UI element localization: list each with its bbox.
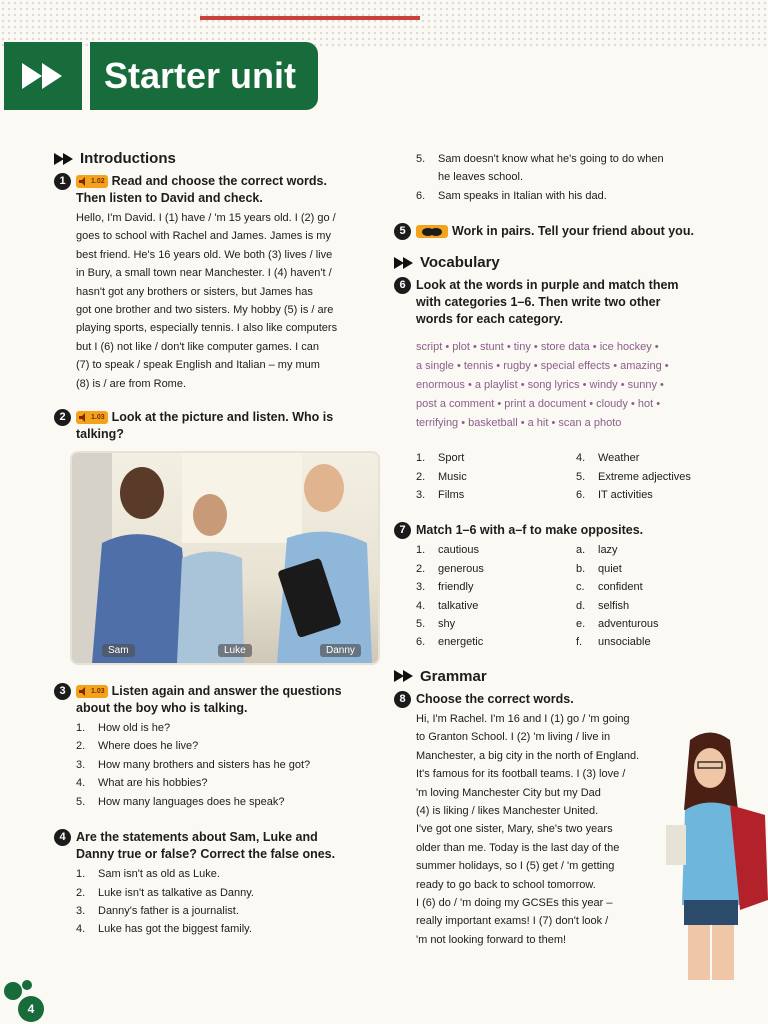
list-item: 3. Danny's father is a journalist.: [76, 904, 239, 917]
girl-illustration: [660, 730, 768, 980]
exercise-4-statements-continued: [416, 150, 724, 205]
exercise-number: 6: [394, 277, 411, 294]
list-item: 3. Films: [416, 489, 465, 502]
list-item: 4. What are his hobbies?: [76, 777, 208, 790]
exercise-8-instruction: 8 Choose the correct words.: [394, 691, 724, 708]
page-decoration: [4, 982, 22, 1000]
exercise-1-instruction: 1 1.02 Read and choose the correct words. Then listen to David and check.: [54, 173, 379, 207]
exercise-4-statements: [76, 865, 379, 939]
list-item: he leaves school.: [438, 171, 523, 184]
list-item: 2. Music: [416, 470, 467, 483]
opposites-matching: [416, 541, 724, 651]
section-arrow-icon: [394, 257, 414, 269]
list-item: 5. Sam doesn't know what he's going to do when: [416, 153, 664, 165]
unit-title: Starter unit: [90, 42, 318, 110]
list-item: c. confident: [576, 581, 643, 594]
section-title: Vocabulary: [420, 254, 500, 272]
exercise-4-instruction: 4 Are the statements about Sam, Luke and Danny true or false? Correct the false ones.: [54, 829, 379, 863]
top-accent-line: [200, 16, 420, 20]
exercise-5-instruction: 5 Work in pairs. Tell your friend about you.: [394, 223, 724, 240]
list-item: 4. Weather: [576, 452, 640, 465]
section-arrow-icon: [54, 153, 74, 165]
list-item: 1. How old is he?: [76, 722, 171, 735]
section-introductions: [54, 150, 379, 167]
students-illustration: [72, 453, 378, 663]
list-item: e. adventurous: [576, 618, 659, 631]
exercise-number: 1: [54, 173, 71, 190]
header-dot-pattern: [0, 0, 768, 48]
list-item: 1. cautious: [416, 544, 479, 557]
list-item: 4. talkative: [416, 599, 479, 612]
exercise-2-instruction: 2 1.03 Look at the picture and listen. Who is talking?: [54, 409, 379, 443]
list-item: 6. Sam speaks in Italian with his dad.: [416, 189, 607, 202]
exercise-1-text: Hello, I'm David. I (1) have / 'm 15 years old. I (2) go / goes to school with Rachel and James. James is my best friend. He's 16 years old. We both (3) lives / live in Bury, a small town near Manchester. I (4) haven't / hasn't got any brothers or sisters, but James has got one brother and two sisters. My hobby (5) is / are playing sports, especially tennis. I also like computers but I (6) not like / don't like computer games. I can (7) to speak / speak English and Italian – my mum (8) is / are from Rome.: [76, 212, 338, 390]
left-column: [54, 150, 379, 939]
exercise-3-instruction: 3 1.03 Listen again and answer the questions about the boy who is talking.: [54, 683, 379, 717]
list-item: 4. Luke has got the biggest family.: [76, 923, 252, 936]
vocabulary-word-list: script • plot • stunt • tiny • store data • ice hockey • a single • tennis • rugby • special effects • amazing • enormous • a playlist • song lyrics • windy • sunny • post a comment • print a document • cloudy • hot • terrifying • basketball • a hit • scan a photo: [416, 341, 669, 430]
list-item: 2. generous: [416, 562, 484, 575]
audio-icon[interactable]: 1.03: [76, 685, 108, 698]
students-photo: [70, 451, 380, 665]
exercise-3-questions: [76, 719, 379, 811]
section-title: Grammar: [420, 667, 487, 685]
exercise-number: 7: [394, 522, 411, 539]
exercise-6-instruction: 6 Look at the words in purple and match them with categories 1–6. Then write two other words for each category.: [394, 277, 724, 328]
photo-label-sam: Sam: [102, 644, 135, 657]
page-number: 4: [18, 996, 44, 1022]
list-item: 3. How many brothers and sisters has he got?: [76, 758, 311, 771]
exercise-number: 5: [394, 223, 411, 240]
list-item: 1. Sam isn't as old as Luke.: [76, 868, 220, 881]
vocabulary-categories: [416, 449, 724, 504]
section-grammar: [394, 668, 724, 685]
audio-icon[interactable]: 1.02: [76, 175, 108, 188]
section-title: Introductions: [80, 150, 176, 167]
section-arrow-icon: [394, 670, 414, 682]
list-item: d. selfish: [576, 599, 630, 612]
list-item: b. quiet: [576, 562, 622, 575]
speech-bubbles-icon: [416, 225, 448, 238]
list-item: f. unsociable: [576, 636, 651, 649]
exercise-7-instruction: 7 Match 1–6 with a–f to make opposites.: [394, 522, 724, 539]
list-item: 6. energetic: [416, 636, 484, 649]
list-item: 5. How many languages does he speak?: [76, 795, 285, 808]
section-vocabulary: [394, 254, 724, 271]
list-item: 6. IT activities: [576, 489, 653, 502]
audio-icon[interactable]: 1.03: [76, 411, 108, 424]
exercise-number: 2: [54, 409, 71, 426]
photo-label-danny: Danny: [320, 644, 361, 657]
list-item: a. lazy: [576, 544, 618, 557]
list-item: 2. Luke isn't as talkative as Danny.: [76, 886, 254, 899]
page-decoration: [22, 980, 32, 990]
exercise-number: 3: [54, 683, 71, 700]
list-item: 5. Extreme adjectives: [576, 470, 691, 483]
list-item: 1. Sport: [416, 452, 465, 465]
list-item: 5. shy: [416, 618, 456, 631]
exercise-number: 8: [394, 691, 411, 708]
unit-header: [4, 42, 318, 112]
exercise-number: 4: [54, 829, 71, 846]
photo-label-luke: Luke: [218, 644, 252, 657]
exercise-8-text: Hi, I'm Rachel. I'm 16 and I (1) go / 'm going to Granton School. I (2) 'm living / live in Manchester, a big city in the north of England. It's famous for its football teams. I (3) love / 'm loving Manchester City but my Dad (4) is liking / likes Manchester United. I've got one sister, Mary, she's two years older than me. Today is the last day of the summer holidays, so I (5) get / 'm getting ready to go back to school tomorrow. I (6) do / 'm doing my GCSEs this year – really important exams! I (7) don't look / 'm not looking forward to them!: [416, 712, 640, 946]
double-arrow-icon: [4, 42, 82, 110]
list-item: 2. Where does he live?: [76, 740, 199, 753]
list-item: 3. friendly: [416, 581, 474, 594]
